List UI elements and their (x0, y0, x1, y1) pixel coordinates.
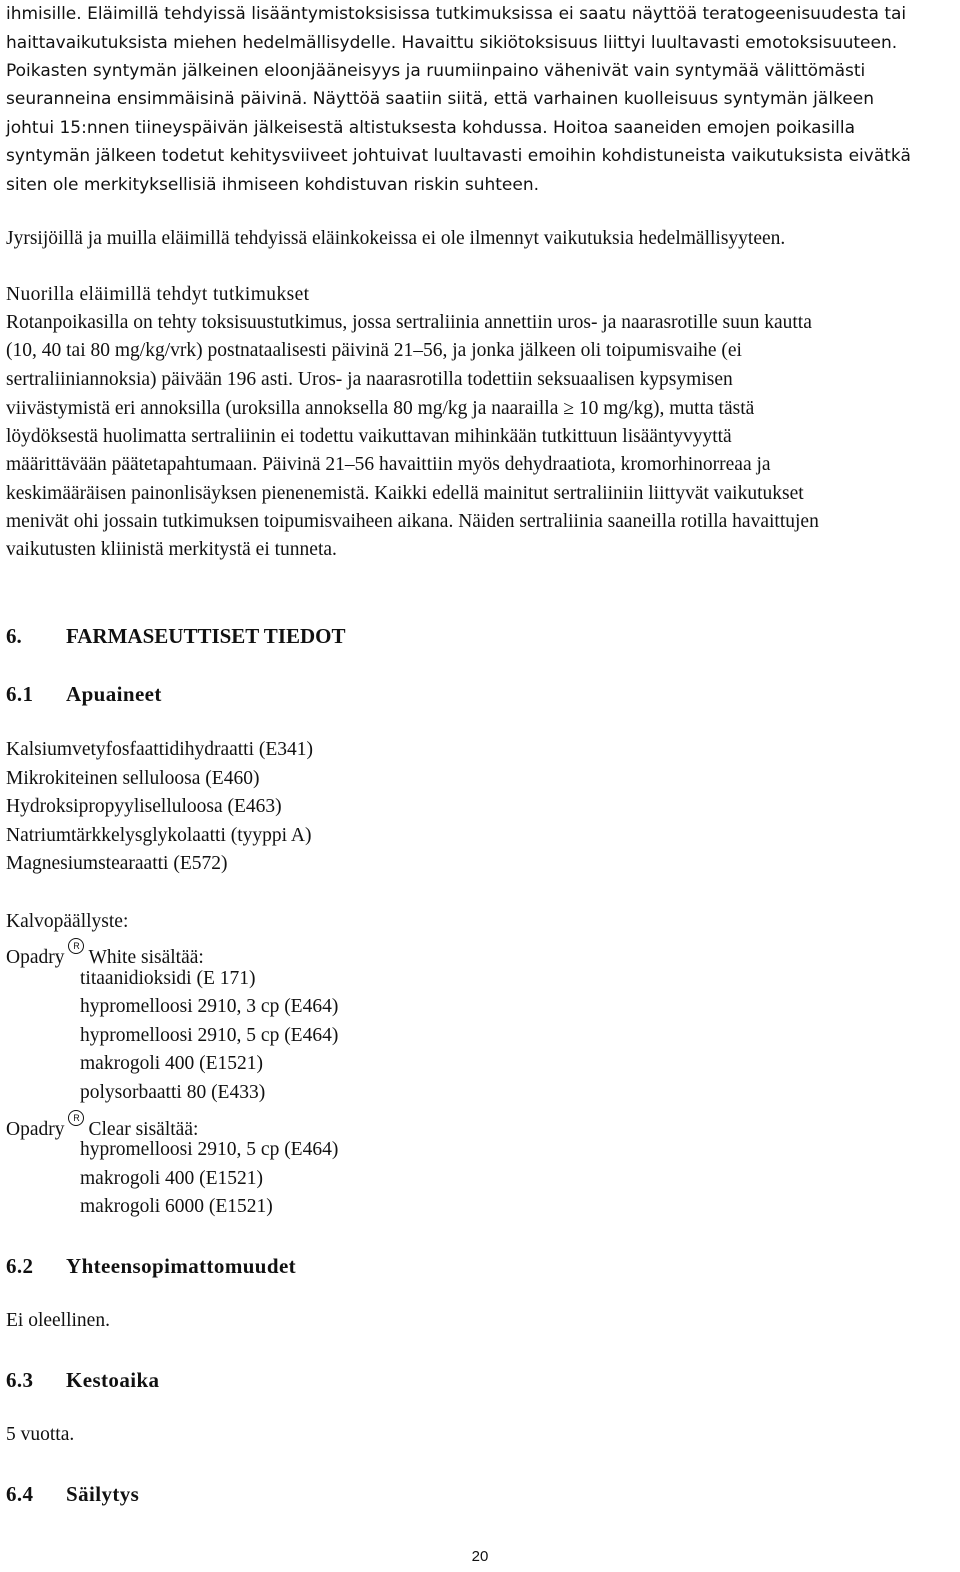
coating-item: makrogoli 400 (E1521) (80, 1168, 264, 1189)
registered-mark-icon: R (68, 938, 84, 954)
paragraph-line: määrittävään päätetapahtumaan. Päivinä 21–56 havaittiin myös dehydraatiota, kromorhinorreaa ja (6, 454, 771, 475)
paragraph-line: menivät ohi jossain tutkimuksen toipumisvaiheen aikana. Näiden sertraliinia saaneilla rotilla havaittujen (6, 511, 819, 532)
paragraph-rodents: Jyrsijöillä ja muilla eläimillä tehdyissä eläinkokeissa ei ole ilmennyt vaikutuksia hedelmällisyyteen. (6, 228, 786, 249)
section-heading-6 (6, 624, 346, 648)
section-title: Yhteensopimattomuudet (66, 1254, 297, 1278)
paragraph-line: (10, 40 tai 80 mg/kg/vrk) postnataalisesti päivinä 21–56, ja jonka jälkeen oli toipumisvaihe (ei (6, 340, 742, 361)
paragraph-line: keskimääräisen painonlisäyksen pienenemistä. Kaikki edellä mainitut sertraliiniin liittyvät vaikutukset (6, 483, 804, 504)
coating-label: Kalvopäällyste: (6, 911, 129, 932)
paragraph-line: syntymän jälkeen todetut kehitysviiveet johtuivat luultavasti emoihin kohdistuneista vaikutuksista eivätkä (6, 146, 911, 166)
paragraph-line: löydöksestä huolimatta sertraliinin ei todettu vaikuttavan mihinkään tutkittuun lisääntyvyyttä (6, 426, 732, 447)
paragraph-line: Rotanpoikasilla on tehty toksisuustutkimus, jossa sertraliinia annettiin uros- ja naarasrotille suun kautta (6, 312, 812, 333)
section-heading-6-3 (6, 1368, 159, 1392)
section-number: 6.3 (6, 1368, 34, 1392)
subheading-young-animals: Nuorilla eläimillä tehdyt tutkimukset (6, 284, 310, 305)
section-number: 6.1 (6, 682, 34, 706)
coating-item: hypromelloosi 2910, 5 cp (E464) (80, 1025, 339, 1046)
paragraph-line: Poikasten syntymän jälkeinen eloonjääneisyys ja ruumiinpaino vähenivät vain syntymää välittömästi (6, 61, 866, 81)
section-body-6-3: 5 vuotta. (6, 1424, 75, 1445)
paragraph-line: haittavaikutuksista miehen hedelmällisydelle. Havaittu sikiötoksisuus liittyi luultavasti emotoksisuuteen. (6, 33, 898, 53)
coating-item: titaanidioksidi (E 171) (80, 968, 256, 989)
excipient-item: Natriumtärkkelysglykolaatti (tyyppi A) (6, 825, 312, 846)
excipient-item: Magnesiumstearaatti (E572) (6, 853, 228, 874)
coating-item: hypromelloosi 2910, 5 cp (E464) (80, 1139, 339, 1160)
opadry-variant: Clear sisältää: (88, 1119, 199, 1140)
paragraph-line: siten ole merkityksellisiä ihmiseen kohdistuvan riskin suhteen. (6, 175, 540, 195)
section-title: Säilytys (66, 1482, 140, 1506)
section-number: 6. (6, 624, 22, 648)
excipient-item: Hydroksipropyyliselluloosa (E463) (6, 796, 282, 817)
paragraph-line: johtui 15:nnen tiineyspäivän jälkeisestä altistuksesta kohdussa. Hoitoa saaneiden emojen poikasilla (6, 118, 856, 138)
section-title: Kestoaika (66, 1368, 160, 1392)
section-number: 6.2 (6, 1254, 34, 1278)
section-heading-6-1 (6, 682, 162, 706)
excipient-item: Mikrokiteinen selluloosa (E460) (6, 768, 260, 789)
registered-mark-icon: R (68, 1110, 84, 1126)
section-title: FARMASEUTTISET TIEDOT (66, 624, 346, 648)
coating-item: hypromelloosi 2910, 3 cp (E464) (80, 996, 339, 1017)
section-title: Apuaineet (66, 682, 162, 706)
coating-item: polysorbaatti 80 (E433) (80, 1082, 266, 1103)
section-heading-6-2 (6, 1254, 296, 1278)
paragraph-line: vaikutusten kliinistä merkitystä ei tunneta. (6, 539, 337, 560)
paragraph-line: viivästymistä eri annoksilla (uroksilla annoksella 80 mg/kg ja naarailla ≥ 10 mg/kg), mutta tästä (6, 398, 755, 419)
opadry-white-line (6, 938, 204, 970)
paragraph-line: sertraliiniannoksia) päivään 196 asti. Uros- ja naarasrotilla todettiin seksuaalisen kypsymisen (6, 369, 733, 390)
section-number: 6.4 (6, 1482, 34, 1506)
section-body-6-2: Ei oleellinen. (6, 1310, 110, 1331)
paragraph-line: seuranneina ensimmäisinä päivinä. Näyttöä saatiin siitä, että varhainen kuolleisuus syntymän jälkeen (6, 89, 874, 109)
section-heading-6-4 (6, 1482, 139, 1506)
opadry-name: Opadry (6, 947, 65, 968)
opadry-variant: White sisältää: (88, 947, 204, 968)
page-number: 20 (471, 1548, 489, 1565)
paragraph-line: ihmisille. Eläimillä tehdyissä lisääntymistoksisissa tutkimuksissa ei saatu näyttöä teratogeenisuudesta tai (6, 4, 907, 24)
coating-item: makrogoli 6000 (E1521) (80, 1196, 273, 1217)
coating-item: makrogoli 400 (E1521) (80, 1053, 264, 1074)
excipient-item: Kalsiumvetyfosfaattidihydraatti (E341) (6, 739, 314, 760)
opadry-name: Opadry (6, 1119, 65, 1140)
